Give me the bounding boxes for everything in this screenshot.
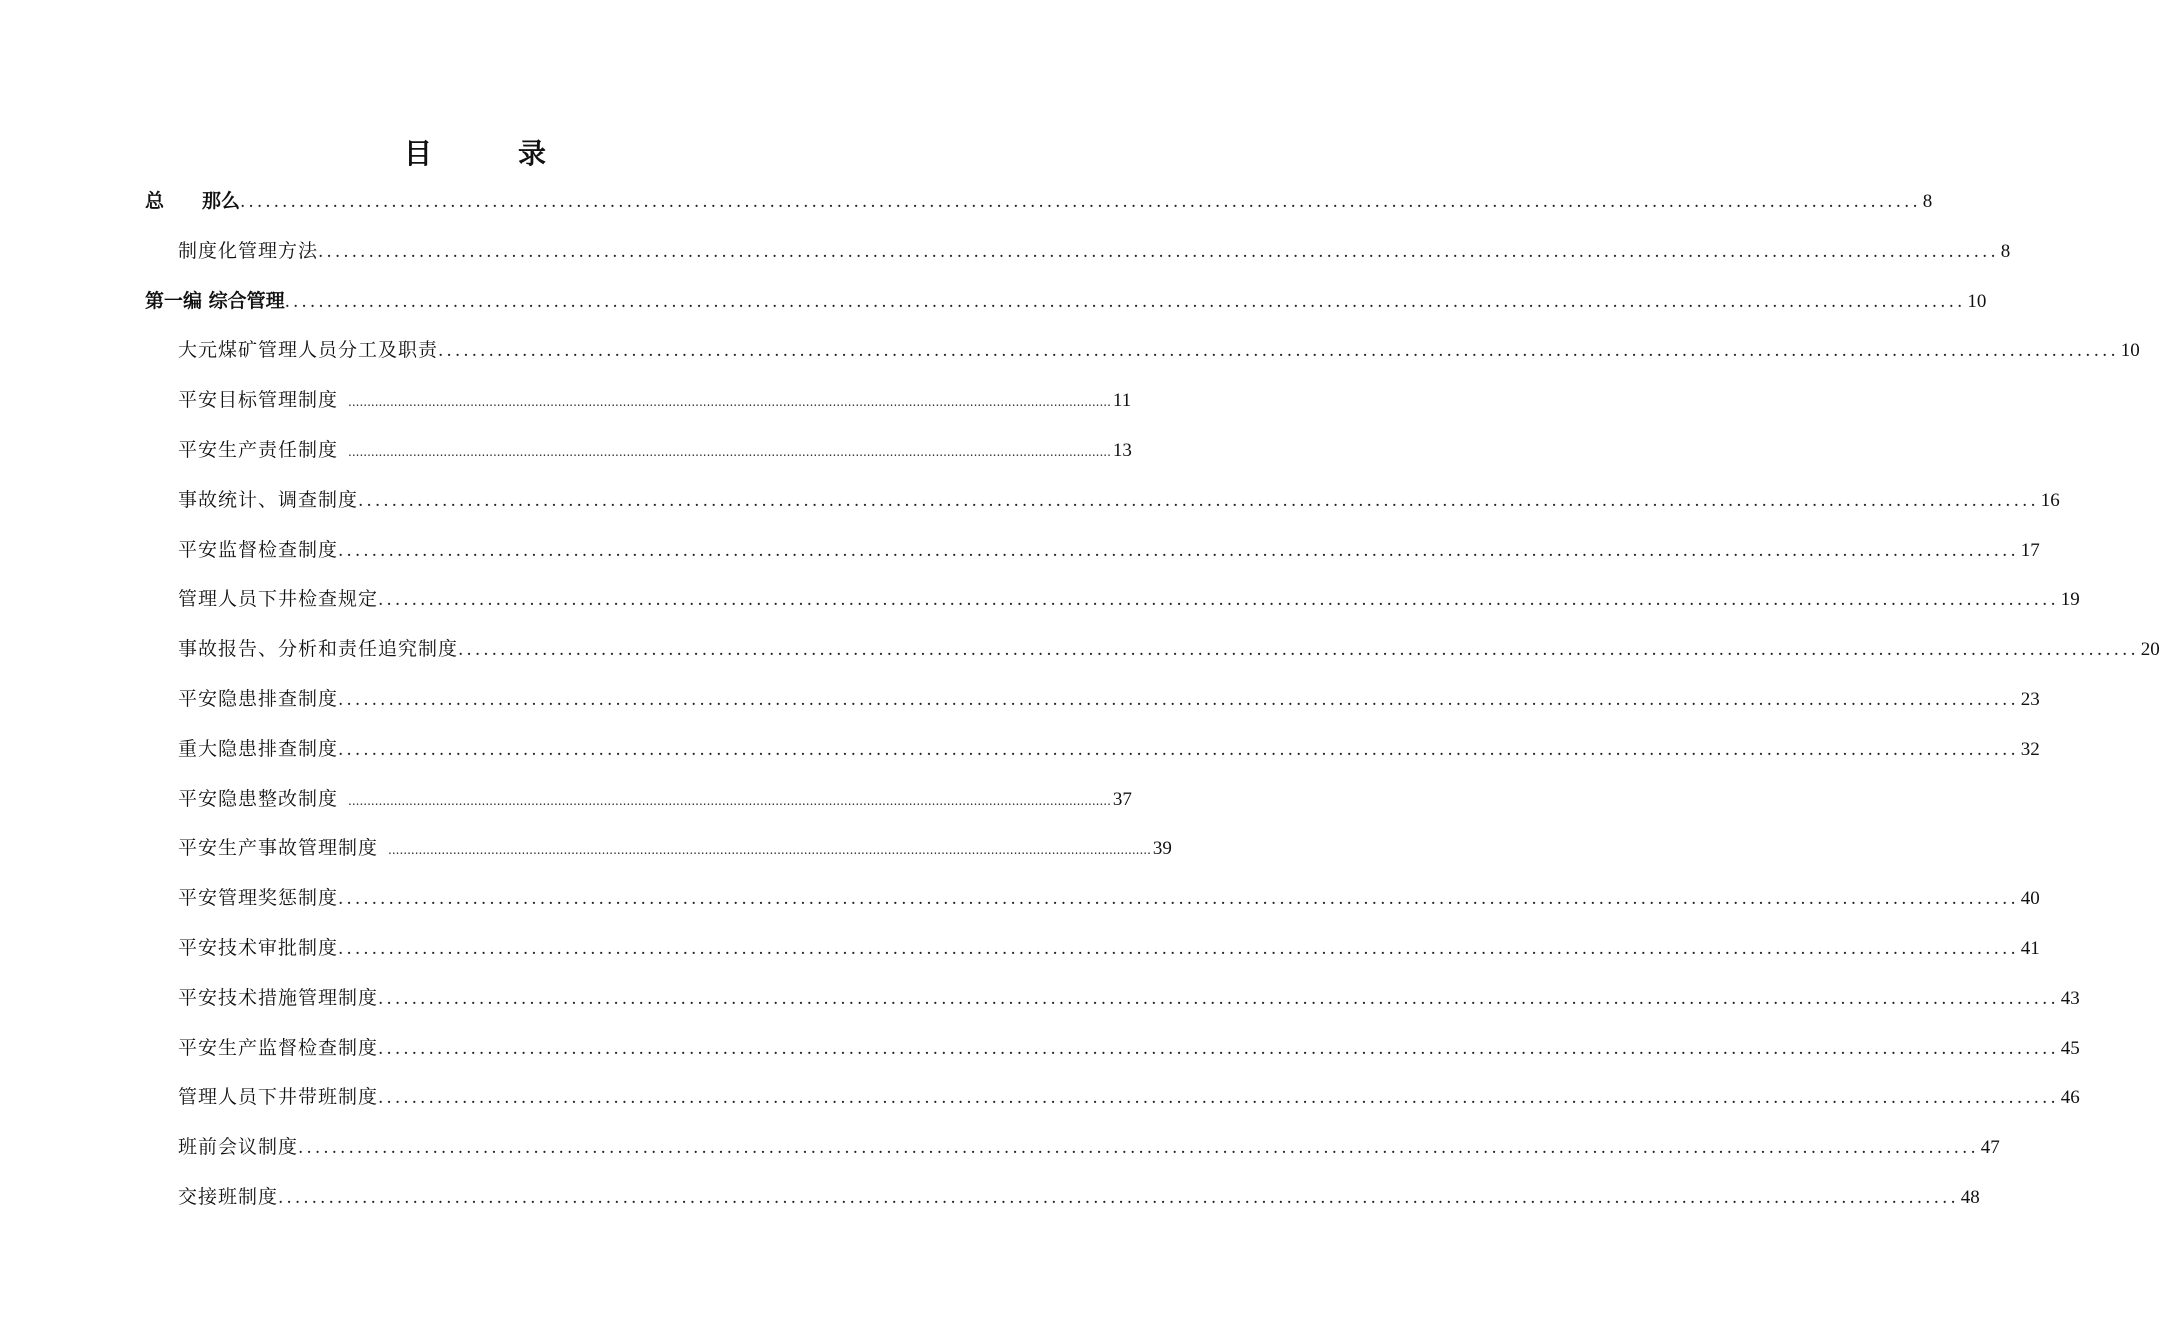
toc-entry-label: 平安目标管理制度 (178, 389, 339, 411)
toc-entry[interactable] (178, 933, 2040, 963)
toc-entry[interactable] (178, 236, 2011, 266)
toc-entry[interactable] (178, 634, 2160, 664)
toc-dot-leader: ........................................................................................................................................................................................................ (388, 843, 1151, 857)
toc-page-number: 23 (2020, 689, 2040, 710)
toc-dot-leader: ........................................................................................................................................................................................................ (378, 590, 2059, 610)
toc-dot-leader: ........................................................................................................................................................................................................ (348, 445, 1111, 459)
toc-page-number: 45 (2060, 1038, 2080, 1059)
toc-entry-label: 平安技术审批制度 (178, 937, 339, 959)
toc-entry-label: 平安生产监督检查制度 (178, 1037, 379, 1059)
toc-entry[interactable] (178, 584, 2080, 614)
toc-entry[interactable] (178, 883, 2040, 913)
toc-entry-label: 班前会议制度 (178, 1136, 299, 1158)
toc-entry[interactable] (178, 734, 2040, 764)
toc-title-char-2: 录 (518, 137, 547, 170)
toc-page-number: 37 (1112, 789, 1132, 810)
toc-entry[interactable] (178, 485, 2060, 515)
toc-page-number: 19 (2060, 589, 2080, 610)
toc-page-number: 43 (2060, 988, 2080, 1009)
toc-dot-leader: ........................................................................................................................................................................................................ (240, 192, 1921, 212)
toc-entry[interactable] (178, 1182, 1980, 1212)
toc-entry-label: 管理人员下井带班制度 (178, 1086, 379, 1108)
toc-page-number: 32 (2020, 739, 2040, 760)
toc-dot-leader: ........................................................................................................................................................................................................ (458, 640, 2139, 660)
toc-entry[interactable] (178, 684, 2040, 714)
toc-entry-label: 平安隐患整改制度 (178, 788, 339, 810)
toc-dot-leader: ........................................................................................................................................................................................................ (338, 740, 2019, 760)
toc-title (0, 132, 950, 172)
toc-entry[interactable] (178, 784, 1132, 814)
toc-entry[interactable] (178, 1033, 2080, 1063)
toc-dot-leader: ........................................................................................................................................................................................................ (338, 889, 2019, 909)
toc-entry[interactable] (178, 1082, 2080, 1112)
toc-entry-label: 平安生产责任制度 (178, 439, 339, 461)
toc-entry-label: 事故统计、调查制度 (178, 489, 359, 511)
toc-page-number: 16 (2040, 490, 2060, 511)
toc-page-number: 8 (1922, 191, 1933, 212)
toc-entry-label: 平安技术措施管理制度 (178, 987, 379, 1009)
toc-entry-label: 大元煤矿管理人员分工及职责 (178, 339, 439, 361)
toc-page-number: 46 (2060, 1087, 2080, 1108)
toc-entry-label: 平安生产事故管理制度 (178, 837, 379, 859)
toc-dot-leader: ........................................................................................................................................................................................................ (348, 395, 1111, 409)
toc-entry-label: 第一编 综合管理 (145, 290, 285, 312)
toc-entry-label: 重大隐患排查制度 (178, 738, 339, 760)
toc-page-number: 39 (1152, 838, 1172, 859)
toc-entry-label: 平安管理奖惩制度 (178, 887, 339, 909)
toc-page-number: 17 (2020, 540, 2040, 561)
toc-page-number: 10 (2120, 340, 2140, 361)
toc-dot-leader: ........................................................................................................................................................................................................ (284, 292, 1966, 312)
toc-dot-leader: ........................................................................................................................................................................................................ (348, 794, 1111, 808)
toc-dot-leader: ........................................................................................................................................................................................................ (338, 690, 2019, 710)
toc-dot-leader: ........................................................................................................................................................................................................ (358, 491, 2039, 511)
toc-entry-label: 总 那么 (145, 190, 241, 212)
toc-entry-label: 制度化管理方法 (178, 240, 319, 262)
toc-entry[interactable] (178, 1132, 2000, 1162)
toc-entry[interactable] (178, 335, 2140, 365)
toc-page-number: 40 (2020, 888, 2040, 909)
toc-entry[interactable] (145, 286, 1987, 316)
toc-page-number: 10 (1967, 291, 1987, 312)
toc-dot-leader: ........................................................................................................................................................................................................ (278, 1188, 1959, 1208)
toc-entry[interactable] (145, 186, 1933, 216)
toc-entry-label: 管理人员下井检查规定 (178, 588, 379, 610)
toc-dot-leader: ........................................................................................................................................................................................................ (378, 1088, 2059, 1108)
toc-page-number: 48 (1960, 1187, 1980, 1208)
toc-dot-leader: ........................................................................................................................................................................................................ (318, 242, 1999, 262)
toc-entry-label: 事故报告、分析和责任追究制度 (178, 638, 459, 660)
toc-page-number: 11 (1112, 390, 1132, 411)
toc-page-number: 47 (1980, 1137, 2000, 1158)
toc-entry[interactable] (178, 983, 2080, 1013)
toc-entry-label: 平安隐患排查制度 (178, 688, 339, 710)
toc-dot-leader: ........................................................................................................................................................................................................ (338, 939, 2019, 959)
toc-title-char-1: 目 (403, 137, 432, 170)
toc-dot-leader: ........................................................................................................................................................................................................ (378, 1039, 2059, 1059)
toc-entry[interactable] (178, 535, 2040, 565)
toc-page-number: 8 (2000, 241, 2011, 262)
toc-dot-leader: ........................................................................................................................................................................................................ (378, 989, 2059, 1009)
toc-dot-leader: ........................................................................................................................................................................................................ (338, 541, 2019, 561)
toc-entry[interactable] (178, 435, 1132, 465)
toc-entry[interactable] (178, 385, 1132, 415)
toc-page-number: 41 (2020, 938, 2040, 959)
toc-entry-label: 平安监督检查制度 (178, 539, 339, 561)
toc-entry[interactable] (178, 833, 1172, 863)
toc-page-number: 20 (2140, 639, 2160, 660)
toc-dot-leader: ........................................................................................................................................................................................................ (298, 1138, 1979, 1158)
toc-entry-label: 交接班制度 (178, 1186, 279, 1208)
toc-page-number: 13 (1112, 440, 1132, 461)
toc-dot-leader: ........................................................................................................................................................................................................ (438, 341, 2119, 361)
